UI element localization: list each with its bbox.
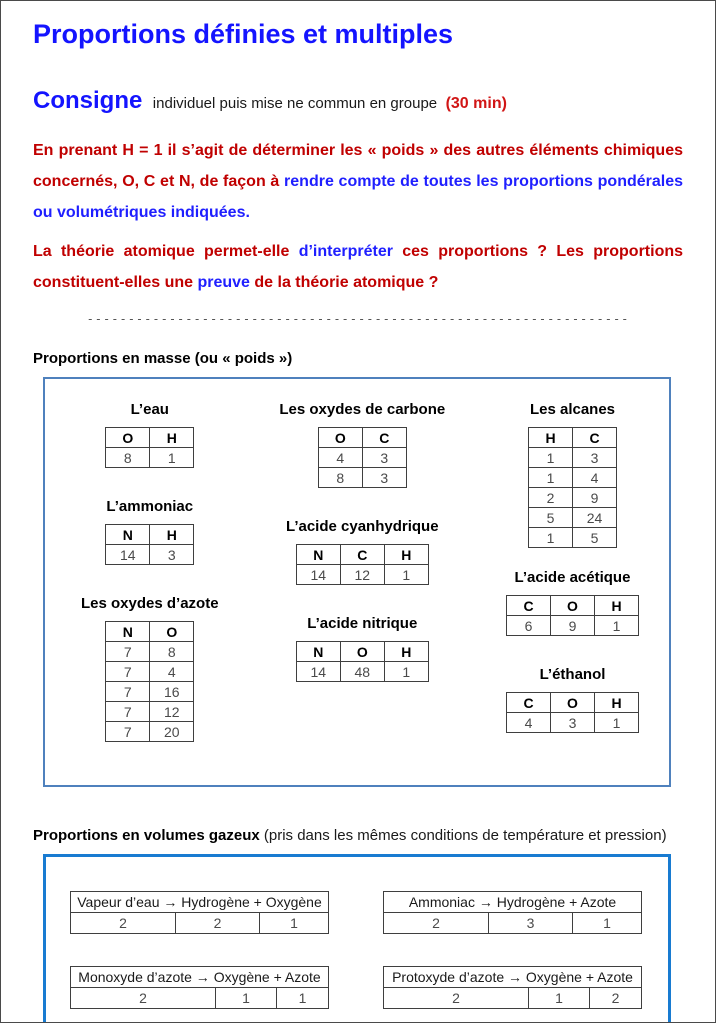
question-red-2: ces proportions ? Les proportions constituent-elles une xyxy=(33,243,684,291)
table-title: L’éthanol xyxy=(539,666,606,683)
value-cell: 7 xyxy=(106,702,150,722)
table-block-eau xyxy=(105,401,194,468)
reaction-label: Protoxyde d’azote → Oxygène + Azote xyxy=(384,967,642,988)
value-cell: 1 xyxy=(384,662,428,682)
value-cell: 8 xyxy=(318,468,362,488)
value-cell: 14 xyxy=(296,565,340,585)
table-title: Les oxydes d’azote xyxy=(81,595,219,612)
mass-section-heading: Proportions en masse (ou « poids ») xyxy=(33,350,293,367)
value-cell: 9 xyxy=(573,488,617,508)
intro-red-text: En prenant H = 1 il s’agit de déterminer les « poids » des autres éléments chimiques concernés, O, C et N, de façon à xyxy=(33,142,683,190)
value-cell: 6 xyxy=(507,616,551,636)
value-cell: 3 xyxy=(150,545,194,565)
mass-table-cyanhydrique xyxy=(296,544,429,585)
table-block-oxydes-azote xyxy=(81,595,219,742)
value-cell: 7 xyxy=(106,642,150,662)
mass-table-ethanol xyxy=(506,692,639,733)
header-cell: H xyxy=(384,545,428,565)
value-cell: 20 xyxy=(150,722,194,742)
dashed-separator: ------------------------------------------------------------------ xyxy=(86,312,630,326)
value-cell: 8 xyxy=(106,448,150,468)
value-cell: 1 xyxy=(573,913,642,934)
table-title: L’acide acétique xyxy=(514,569,631,586)
header-cell: N xyxy=(296,545,340,565)
mass-column-center xyxy=(279,379,445,785)
value-cell: 14 xyxy=(106,545,150,565)
header-cell: H xyxy=(529,428,573,448)
header-cell: N xyxy=(106,525,150,545)
volume-heading-normal: (pris dans les mêmes conditions de température et pression) xyxy=(259,827,667,844)
value-cell: 1 xyxy=(260,913,329,934)
volume-heading-bold: Proportions en volumes gazeux xyxy=(33,827,260,844)
value-cell: 8 xyxy=(150,642,194,662)
value-cell: 12 xyxy=(340,565,384,585)
header-cell: O xyxy=(340,642,384,662)
table-block-alcanes xyxy=(528,401,617,548)
value-cell: 2 xyxy=(384,988,529,1009)
value-cell: 7 xyxy=(106,722,150,742)
table-block-ammoniac xyxy=(105,498,194,565)
table-block-nitrique xyxy=(296,615,429,682)
table-title: L’ammoniac xyxy=(106,498,194,515)
question-red-1: La théorie atomique permet-elle xyxy=(33,243,299,260)
table-title: L’acide nitrique xyxy=(307,615,418,632)
table-block-cyanhydrique xyxy=(286,518,439,585)
mass-table-acetique xyxy=(506,595,639,636)
value-cell: 5 xyxy=(573,528,617,548)
header-cell: N xyxy=(296,642,340,662)
value-cell: 3 xyxy=(489,913,573,934)
intro-paragraph xyxy=(33,135,683,228)
value-cell: 1 xyxy=(529,448,573,468)
value-cell: 3 xyxy=(573,448,617,468)
value-cell: 1 xyxy=(529,988,590,1009)
value-cell: 3 xyxy=(362,468,406,488)
value-cell: 2 xyxy=(176,913,260,934)
value-cell: 2 xyxy=(71,913,176,934)
table-title: L’eau xyxy=(130,401,169,418)
volume-table-protoxyde-azote xyxy=(383,966,642,1009)
value-cell: 1 xyxy=(150,448,194,468)
header-cell: O xyxy=(318,428,362,448)
value-cell: 1 xyxy=(529,528,573,548)
mass-column-left xyxy=(81,379,219,785)
mass-table-nitrique xyxy=(296,641,429,682)
value-cell: 1 xyxy=(277,988,329,1009)
header-cell: O xyxy=(551,596,595,616)
value-cell: 1 xyxy=(595,713,639,733)
header-cell: C xyxy=(340,545,384,565)
mass-column-right xyxy=(506,379,639,785)
reaction-label: Ammoniac → Hydrogène + Azote xyxy=(384,892,642,913)
question-red-3: de la théorie atomique ? xyxy=(249,274,439,291)
page-title: Proportions définies et multiples xyxy=(33,19,454,49)
table-block-ethanol xyxy=(506,666,639,733)
value-cell: 1 xyxy=(216,988,277,1009)
question-paragraph xyxy=(33,236,683,298)
consigne-duration: (30 min) xyxy=(445,95,507,112)
table-block-carbone xyxy=(279,401,445,488)
value-cell: 7 xyxy=(106,682,150,702)
header-cell: O xyxy=(551,693,595,713)
value-cell: 9 xyxy=(551,616,595,636)
value-cell: 2 xyxy=(590,988,642,1009)
mass-table-oxydes-azote xyxy=(105,621,194,742)
header-cell: O xyxy=(106,428,150,448)
header-cell: O xyxy=(150,622,194,642)
value-cell: 4 xyxy=(573,468,617,488)
consigne-text: individuel puis mise ne commun en groupe xyxy=(152,95,438,112)
value-cell: 16 xyxy=(150,682,194,702)
reaction-label: Vapeur d’eau → Hydrogène + Oxygène xyxy=(71,892,329,913)
header-cell: C xyxy=(573,428,617,448)
value-cell: 5 xyxy=(529,508,573,528)
intro-blue-text: rendre compte de toutes les proportions pondérales ou volumétriques indiquées. xyxy=(33,173,684,221)
header-cell: H xyxy=(384,642,428,662)
value-cell: 4 xyxy=(150,662,194,682)
value-cell: 3 xyxy=(551,713,595,733)
header-cell: C xyxy=(362,428,406,448)
header-cell: N xyxy=(106,622,150,642)
table-block-acetique xyxy=(506,569,639,636)
mass-tables-box xyxy=(43,377,671,787)
value-cell: 1 xyxy=(529,468,573,488)
value-cell: 7 xyxy=(106,662,150,682)
value-cell: 2 xyxy=(529,488,573,508)
mass-table-carbone xyxy=(318,427,407,488)
volume-table-vapeur-eau xyxy=(70,891,329,934)
mass-table-ammoniac xyxy=(105,524,194,565)
value-cell: 4 xyxy=(318,448,362,468)
header-cell: H xyxy=(150,428,194,448)
table-title: Les oxydes de carbone xyxy=(279,401,446,418)
value-cell: 4 xyxy=(507,713,551,733)
value-cell: 1 xyxy=(384,565,428,585)
table-title: Les alcanes xyxy=(529,401,616,418)
header-cell: C xyxy=(507,596,551,616)
value-cell: 48 xyxy=(340,662,384,682)
value-cell: 24 xyxy=(573,508,617,528)
mass-table-eau xyxy=(105,427,194,468)
mass-table-alcanes xyxy=(528,427,617,548)
reaction-label: Monoxyde d’azote → Oxygène + Azote xyxy=(71,967,329,988)
value-cell: 2 xyxy=(384,913,489,934)
value-cell: 14 xyxy=(296,662,340,682)
volume-table-monoxyde-azote xyxy=(70,966,329,1009)
value-cell: 3 xyxy=(362,448,406,468)
value-cell: 1 xyxy=(595,616,639,636)
volume-table-ammoniac xyxy=(383,891,642,934)
header-cell: H xyxy=(150,525,194,545)
header-cell: H xyxy=(595,693,639,713)
question-blue-1: d’interpréter xyxy=(298,243,393,260)
value-cell: 2 xyxy=(71,988,216,1009)
header-cell: H xyxy=(595,596,639,616)
volume-section-heading xyxy=(33,827,683,844)
question-blue-2: preuve xyxy=(197,274,250,291)
table-title: L’acide cyanhydrique xyxy=(286,518,439,535)
consigne-line xyxy=(33,86,683,119)
header-cell: C xyxy=(507,693,551,713)
value-cell: 12 xyxy=(150,702,194,722)
consigne-label: Consigne xyxy=(33,87,143,114)
volume-tables-box xyxy=(43,854,671,1023)
